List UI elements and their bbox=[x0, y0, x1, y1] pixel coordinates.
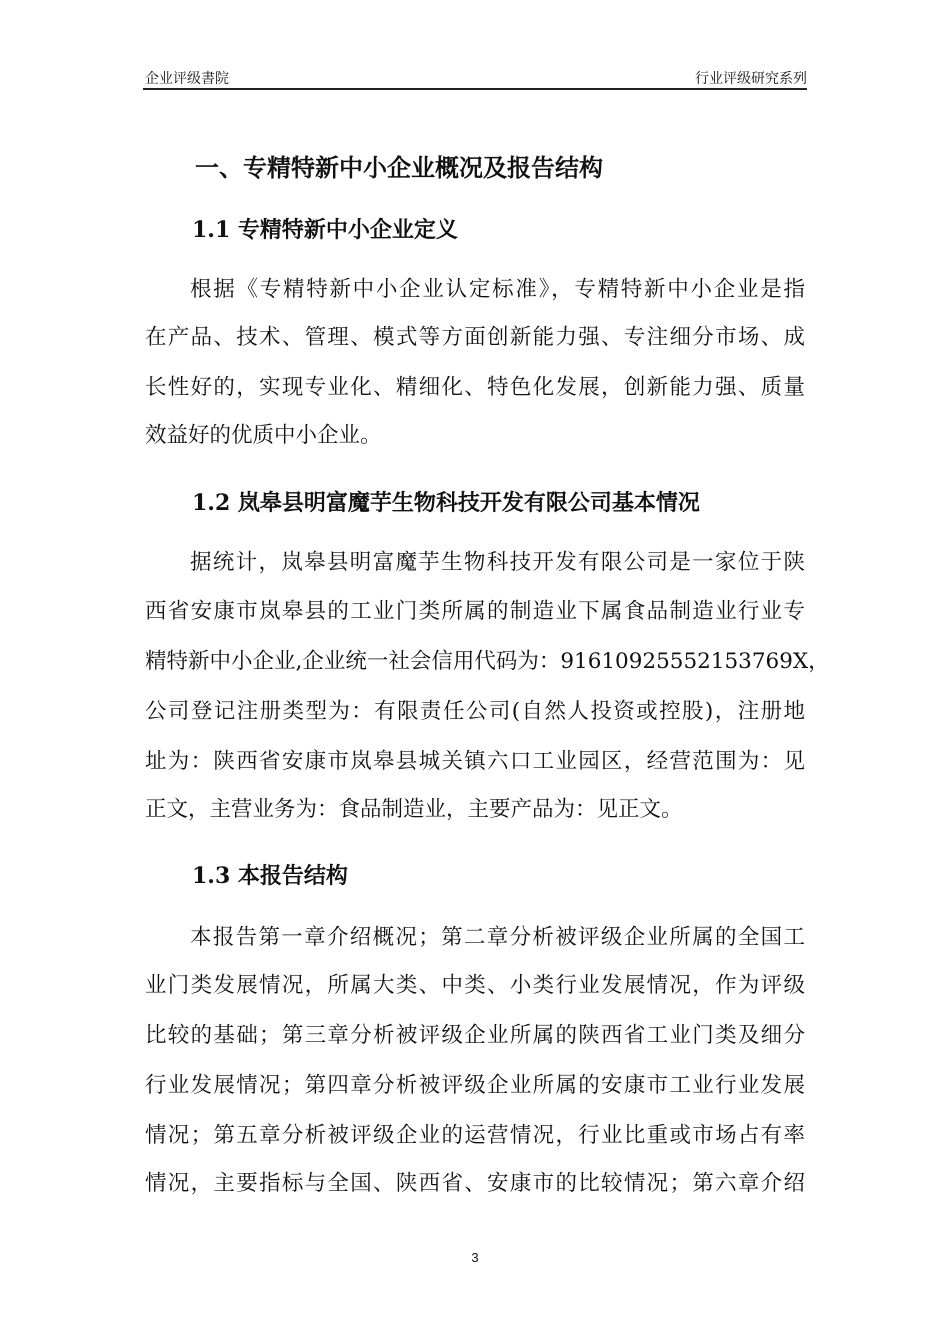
paragraph-line: 公司登记注册类型为：有限责任公司(自然人投资或控股)，注册地 bbox=[145, 699, 805, 724]
heading-1-1: 1.1 专精特新中小企业定义 bbox=[192, 217, 458, 243]
header-rule bbox=[143, 88, 807, 90]
paragraph-line: 行业发展情况；第四章分析被评级企业所属的安康市工业行业发展 bbox=[145, 1073, 805, 1098]
heading-1-2: 1.2 岚皋县明富魔芋生物科技开发有限公司基本情况 bbox=[192, 490, 700, 516]
paragraph-line: 长性好的，实现专业化、精细化、特色化发展，创新能力强、质量 bbox=[145, 375, 805, 400]
paragraph-line: 在产品、技术、管理、模式等方面创新能力强、专注细分市场、成 bbox=[145, 325, 805, 350]
paragraph-line: 精特新中小企业,企业统一社会信用代码为：91610925552153769X， bbox=[145, 649, 830, 674]
section-title: 一、专精特新中小企业概况及报告结构 bbox=[195, 153, 603, 182]
paragraph-line: 情况，主要指标与全国、陕西省、安康市的比较情况；第六章介绍 bbox=[145, 1171, 805, 1196]
paragraph-line: 址为：陕西省安康市岚皋县城关镇六口工业园区，经营范围为：见 bbox=[145, 749, 805, 774]
paragraph-line: 情况；第五章分析被评级企业的运营情况，行业比重或市场占有率 bbox=[145, 1123, 805, 1148]
paragraph-line: 据统计，岚皋县明富魔芋生物科技开发有限公司是一家位于陕 bbox=[190, 550, 805, 575]
heading-1-3: 1.3 本报告结构 bbox=[192, 863, 348, 889]
paragraph-line: 比较的基础；第三章分析被评级企业所属的陕西省工业门类及细分 bbox=[145, 1023, 805, 1048]
paragraph-line: 根据《专精特新中小企业认定标准》，专精特新中小企业是指 bbox=[190, 277, 805, 302]
paragraph-line: 正文，主营业务为：食品制造业，主要产品为：见正文。 bbox=[145, 797, 683, 822]
paragraph-line: 本报告第一章介绍概况；第二章分析被评级企业所属的全国工 bbox=[190, 925, 805, 950]
page-number: 3 bbox=[471, 1250, 479, 1265]
header-right: 行业评级研究系列 bbox=[695, 70, 807, 86]
paragraph-line: 效益好的优质中小企业。 bbox=[145, 423, 382, 448]
paragraph-line: 业门类发展情况，所属大类、中类、小类行业发展情况，作为评级 bbox=[145, 973, 805, 998]
paragraph-line: 西省安康市岚皋县的工业门类所属的制造业下属食品制造业行业专 bbox=[145, 599, 805, 624]
header-left: 企业评级書院 bbox=[145, 70, 229, 86]
